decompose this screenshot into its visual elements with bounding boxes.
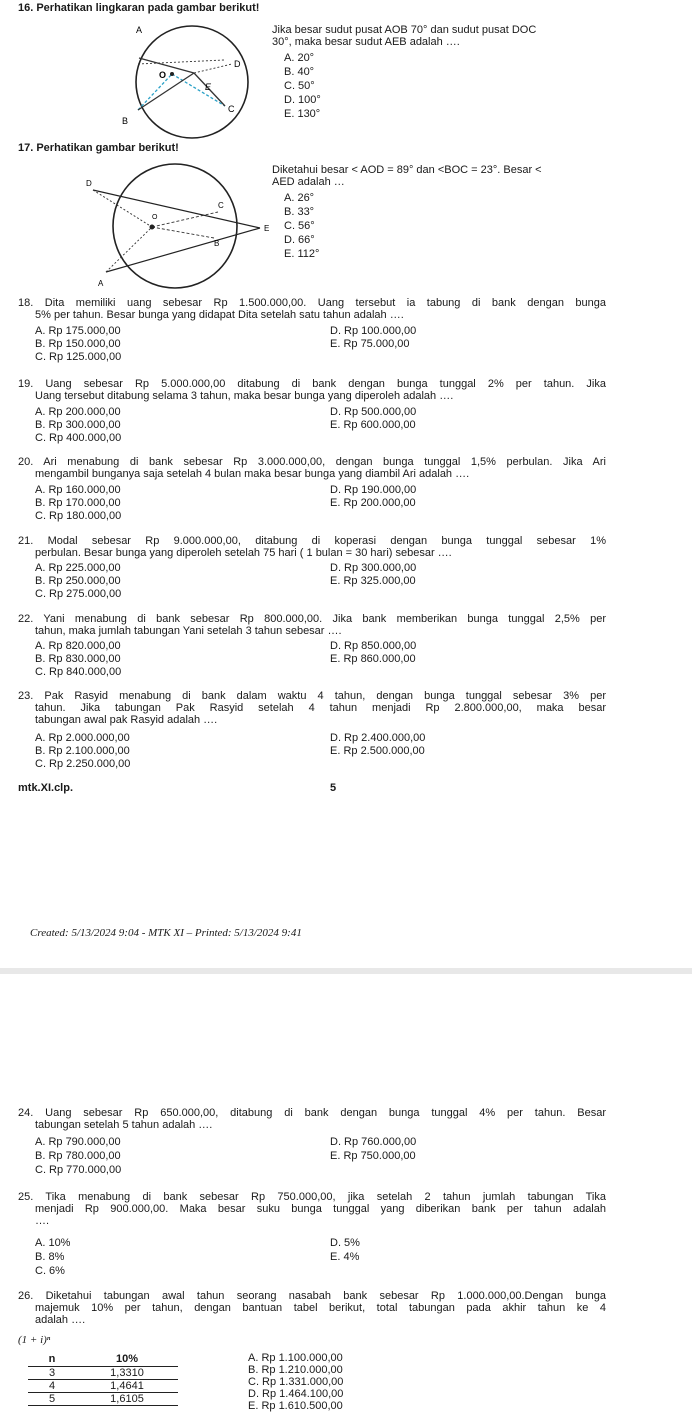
- q21-text: [18, 535, 606, 559]
- q16-label-c: C: [228, 104, 235, 114]
- q18-option-d: D. Rp 100.000,00: [330, 325, 417, 337]
- q22-text-line: 22. Yani menabung di bank sebesar Rp 800.000,00. Jika bank memberikan bunga tunggal 2,5% per: [18, 613, 606, 625]
- q24-text: [18, 1107, 606, 1131]
- q26-option-c: C. Rp 1.331.000,00: [248, 1376, 344, 1388]
- q16-label-a: A: [136, 25, 143, 35]
- q17-label-b: B: [214, 239, 220, 248]
- q22-option-a: A. Rp 820.000,00: [35, 640, 121, 652]
- q20-option-e: E. Rp 200.000,00: [330, 497, 416, 509]
- q25-option-d: D. 5%: [330, 1237, 360, 1249]
- q21-option-b: B. Rp 250.000,00: [35, 575, 121, 587]
- q24-option-e: E. Rp 750.000,00: [330, 1150, 416, 1162]
- q19-text-line: 19. Uang sebesar Rp 5.000.000,00 ditabung di bank dengan bunga tunggal 2% per tahun. Jika: [18, 378, 606, 390]
- q18-option-c: C. Rp 125.000,00: [35, 351, 122, 363]
- table-header-rate: 10%: [76, 1353, 178, 1366]
- q16-option-c: C. 50°: [284, 80, 315, 92]
- q22-option-b: B. Rp 830.000,00: [35, 653, 121, 665]
- q20-text: [18, 456, 606, 480]
- q26-option-a: A. Rp 1.100.000,00: [248, 1352, 343, 1364]
- q23-text-line: 23. Pak Rasyid menabung di bank dalam waktu 4 tahun, dengan bunga tunggal sebesar 3% per: [18, 690, 606, 702]
- q26-text-line: majemuk 10% per tahun, dengan bantuan tabel berikut, total tabungan pada akhir tahun ke 4: [35, 1302, 606, 1314]
- q16-heading: 16. Perhatikan lingkaran pada gambar berikut!: [18, 2, 260, 14]
- q21-option-c: C. Rp 275.000,00: [35, 588, 122, 600]
- q25-option-c: C. 6%: [35, 1265, 65, 1277]
- q17-line-do: [93, 190, 152, 227]
- q19-option-c: C. Rp 400.000,00: [35, 432, 122, 444]
- q18-text-line: 18. Dita memiliki uang sebesar Rp 1.500.000,00. Uang tersebut ia tabung di bank dengan bunga: [18, 297, 606, 309]
- q25-option-a: A. 10%: [35, 1237, 71, 1249]
- q24-text-line: tabungan setelah 5 tahun adalah ….: [35, 1119, 213, 1131]
- q17-circle: [113, 164, 237, 288]
- q20-text-line: mengambil bunganya saja setelah 4 bulan maka besar bunga yang diambil Ari adalah ….: [35, 468, 470, 480]
- q23-option-e: E. Rp 2.500.000,00: [330, 745, 425, 757]
- q16-option-e: E. 130°: [284, 108, 321, 120]
- table-row: [28, 1366, 178, 1379]
- q17-label-c: C: [218, 201, 224, 210]
- q26-text-line: adalah ….: [35, 1314, 86, 1326]
- q16-line-oc: [172, 74, 225, 106]
- q20-option-d: D. Rp 190.000,00: [330, 484, 417, 496]
- q19-option-e: E. Rp 600.000,00: [330, 419, 416, 431]
- q17-option-b: B. 33°: [284, 206, 315, 218]
- q23-text: [18, 690, 606, 726]
- q19-option-d: D. Rp 500.000,00: [330, 406, 417, 418]
- q24-text-line: 24. Uang sebesar Rp 650.000,00, ditabung di bank dengan bunga tunggal 4% per tahun. Besar: [18, 1107, 606, 1119]
- q23-text-line: tahun. Jika tabungan Pak Rasyid setelah 4 tahun menjadi Rp 2.800.000,00, maka besar: [35, 702, 606, 714]
- q25-text-line: menjadi Rp 900.000,00. Maka besar suku bunga tunggal yang diberikan bank per tahun adalah: [35, 1203, 606, 1215]
- q17-line-ob: [152, 227, 214, 238]
- q17-line-oc: [152, 212, 218, 227]
- q23-option-a: A. Rp 2.000.000,00: [35, 732, 130, 744]
- q23-option-b: B. Rp 2.100.000,00: [35, 745, 130, 757]
- q21-text-line: 21. Modal sebesar Rp 9.000.000,00, ditabung di koperasi dengan bunga tunggal sebesar 1%: [18, 535, 606, 547]
- q21-text-line: perbulan. Besar bunga yang diperoleh setelah 75 hari ( 1 bulan = 30 hari) sebesar ….: [35, 547, 452, 559]
- q16-circle-figure: [112, 22, 272, 140]
- table-cell: 1,3310: [76, 1366, 178, 1379]
- q22-text: [18, 613, 606, 637]
- footer-label: mtk.XI.clp.: [18, 782, 74, 794]
- q17-option-a: A. 26°: [284, 192, 315, 204]
- q16-label-o: O: [159, 70, 167, 80]
- q18-option-a: A. Rp 175.000,00: [35, 325, 121, 337]
- q16-line-ae: [139, 58, 194, 73]
- table-cell: 3: [28, 1366, 76, 1379]
- q24-option-a: A. Rp 790.000,00: [35, 1136, 121, 1148]
- q17-text: [272, 164, 612, 188]
- q16-option-a: A. 20°: [284, 52, 315, 64]
- q18-option-b: B. Rp 150.000,00: [35, 338, 121, 350]
- q19-option-b: B. Rp 300.000,00: [35, 419, 121, 431]
- q26-factor-table: [28, 1353, 178, 1406]
- q16-line-bo: [138, 74, 172, 110]
- q26-option-e: E. Rp 1.610.500,00: [248, 1400, 343, 1412]
- q17-circle-figure: [80, 160, 280, 290]
- q17-label-e: E: [264, 224, 270, 233]
- q16-line-ed: [194, 64, 232, 73]
- q17-text-line: Diketahui besar < AOD = 89° dan <BOC = 23°. Besar <: [272, 164, 542, 176]
- q19-option-a: A. Rp 200.000,00: [35, 406, 121, 418]
- q25-option-b: B. 8%: [35, 1251, 65, 1263]
- q16-text-line: 30°, maka besar sudut AEB adalah ….: [272, 36, 460, 48]
- q22-option-c: C. Rp 840.000,00: [35, 666, 122, 678]
- q20-text-line: 20. Ari menabung di bank sebesar Rp 3.000.000,00, dengan bunga tunggal 1,5% perbulan. Jika Ari: [18, 456, 606, 468]
- q24-option-b: B. Rp 780.000,00: [35, 1150, 121, 1162]
- table-header-n: n: [28, 1353, 76, 1366]
- q17-text-line: AED adalah …: [272, 176, 345, 188]
- q26-formula: (1 + i)ⁿ: [18, 1334, 51, 1346]
- table-row: [28, 1392, 178, 1405]
- q17-option-e: E. 112°: [284, 248, 320, 260]
- q25-text-line: 25. Tika menabung di bank sebesar Rp 750.000,00, jika setelah 2 tahun jumlah tabungan Tika: [18, 1191, 606, 1203]
- q22-option-d: D. Rp 850.000,00: [330, 640, 417, 652]
- q22-text-line: tahun, maka jumlah tabungan Yani setelah 3 tahun sebesar ….: [35, 625, 342, 637]
- q23-text-line: tabungan awal pak Rasyid adalah ….: [35, 714, 218, 726]
- q19-text: [18, 378, 606, 402]
- q26-option-d: D. Rp 1.464.100,00: [248, 1388, 344, 1400]
- table-cell: 4: [28, 1379, 76, 1392]
- q17-label-o: O: [152, 214, 158, 221]
- q16-text: [272, 24, 612, 48]
- table-row: [28, 1379, 178, 1392]
- q16-label-e: E: [205, 82, 212, 92]
- table-cell: 5: [28, 1392, 76, 1405]
- q17-label-a: A: [98, 279, 104, 288]
- page-number: 5: [330, 782, 337, 794]
- q17-option-c: C. 56°: [284, 220, 315, 232]
- q26-text-line: 26. Diketahui tabungan awal tahun seorang nasabah bank sebesar Rp 1.000.000,00.Dengan bunga: [18, 1290, 606, 1302]
- q25-option-e: E. 4%: [330, 1251, 360, 1263]
- q17-center-point: [150, 225, 155, 230]
- q16-option-b: B. 40°: [284, 66, 315, 78]
- q20-option-a: A. Rp 160.000,00: [35, 484, 121, 496]
- q16-option-d: D. 100°: [284, 94, 321, 106]
- q18-text-line: 5% per tahun. Besar bunga yang didapat Dita setelah satu tahun adalah ….: [35, 309, 404, 321]
- q16-label-d: D: [234, 59, 241, 69]
- q16-text-line: Jika besar sudut pusat AOB 70° dan sudut pusat DOC: [272, 24, 537, 36]
- table-cell: 1,6105: [76, 1392, 178, 1405]
- q17-line-ae: [106, 228, 260, 272]
- q24-option-c: C. Rp 770.000,00: [35, 1164, 122, 1176]
- table-cell: 1,4641: [76, 1379, 178, 1392]
- q25-text: [18, 1191, 606, 1227]
- q17-heading: 17. Perhatikan gambar berikut!: [18, 142, 179, 154]
- q23-option-d: D. Rp 2.400.000,00: [330, 732, 426, 744]
- q25-text-line: ….: [35, 1215, 50, 1227]
- q17-option-d: D. 66°: [284, 234, 315, 246]
- q19-text-line: Uang tersebut ditabung selama 3 tahun, maka besar bunga yang diperoleh adalah ….: [35, 390, 454, 402]
- q18-option-e: E. Rp 75.000,00: [330, 338, 410, 350]
- q21-option-d: D. Rp 300.000,00: [330, 562, 417, 574]
- q16-circle: [136, 26, 248, 138]
- q20-option-c: C. Rp 180.000,00: [35, 510, 122, 522]
- q16-label-b: B: [122, 116, 129, 126]
- q17-label-d: D: [86, 179, 92, 188]
- q22-option-e: E. Rp 860.000,00: [330, 653, 416, 665]
- q23-option-c: C. Rp 2.250.000,00: [35, 758, 131, 770]
- q21-option-e: E. Rp 325.000,00: [330, 575, 416, 587]
- q16-center-point: [170, 72, 174, 76]
- created-printed-note: Created: 5/13/2024 9:04 - MTK XI – Printed: 5/13/2024 9:41: [30, 927, 302, 939]
- q24-option-d: D. Rp 760.000,00: [330, 1136, 417, 1148]
- q18-text: [18, 297, 606, 321]
- q21-option-a: A. Rp 225.000,00: [35, 562, 121, 574]
- q20-option-b: B. Rp 170.000,00: [35, 497, 121, 509]
- q26-option-b: B. Rp 1.210.000,00: [248, 1364, 343, 1376]
- q26-text: [18, 1290, 606, 1326]
